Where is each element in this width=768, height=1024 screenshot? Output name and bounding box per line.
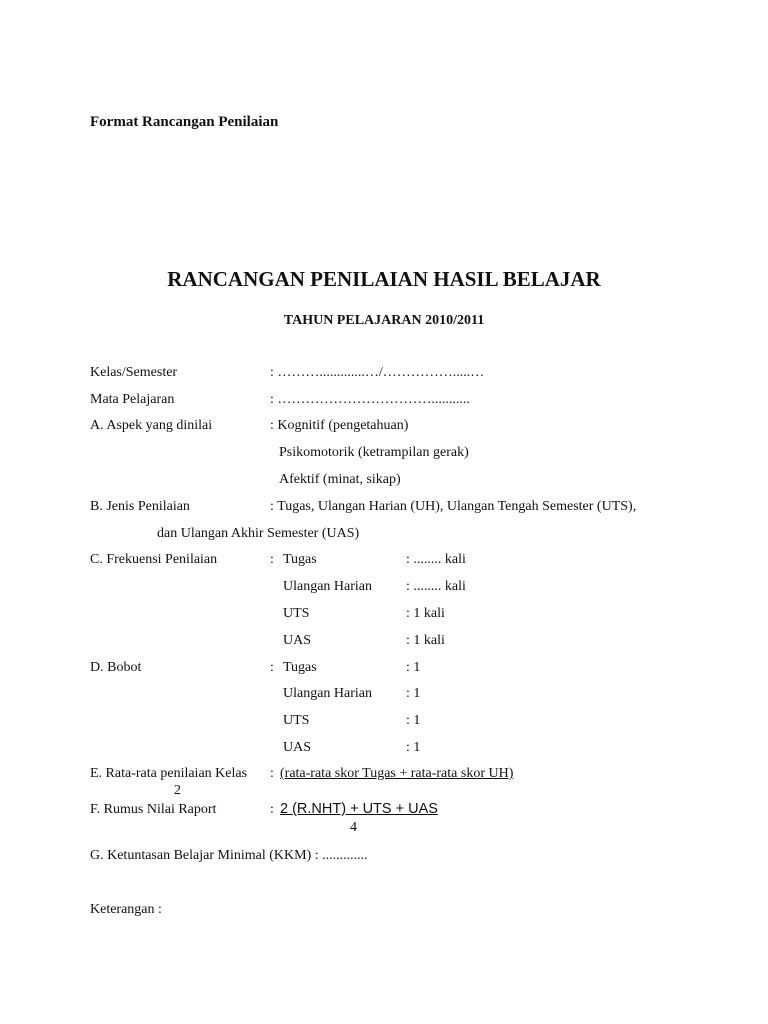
rata-rata-denominator: 2 <box>174 783 181 798</box>
jenis-penilaian-value-cont: dan Ulangan Akhir Semester (UAS) <box>157 526 360 541</box>
bobot-row-value: : 1 <box>406 713 421 728</box>
frekuensi-row-value: : ........ kali <box>406 579 466 594</box>
aspek-item: Afektif (minat, sikap) <box>279 472 401 487</box>
document-heading: Format Rancangan Penilaian <box>90 114 279 130</box>
page-title: RANCANGAN PENILAIAN HASIL BELAJAR <box>167 267 601 291</box>
frekuensi-row-value: : 1 kali <box>406 633 445 648</box>
page-subtitle: TAHUN PELAJARAN 2010/2011 <box>283 313 485 328</box>
frekuensi-row-name: UTS <box>283 606 310 621</box>
kelas-semester-value: : ……….............…/…………….....… <box>270 365 485 380</box>
aspek-item: Psikomotorik (ketrampilan gerak) <box>279 445 469 460</box>
frekuensi-row-name: Ulangan Harian <box>283 579 373 594</box>
aspek-item: : Kognitif (pengetahuan) <box>270 418 409 433</box>
frekuensi-row-name: UAS <box>283 633 312 648</box>
bobot-colon: : <box>270 660 274 675</box>
bobot-row-value: : 1 <box>406 740 421 755</box>
frekuensi-row-value: : 1 kali <box>406 606 445 621</box>
frekuensi-label: C. Frekuensi Penilaian <box>90 552 218 567</box>
bobot-row-value: : 1 <box>406 686 421 701</box>
bobot-row-value: : 1 <box>406 660 421 675</box>
rumus-colon: : <box>270 802 274 817</box>
rata-rata-colon: : <box>270 766 274 781</box>
aspek-label: A. Aspek yang dinilai <box>90 418 213 433</box>
jenis-penilaian-label: B. Jenis Penilaian <box>90 499 190 514</box>
bobot-row-name: UTS <box>283 713 310 728</box>
bobot-row-name: Ulangan Harian <box>283 686 373 701</box>
rumus-denominator: 4 <box>350 820 357 835</box>
rata-rata-numerator: (rata-rata skor Tugas + rata-rata skor UH) <box>280 766 514 781</box>
rumus-label: F. Rumus Nilai Raport <box>90 802 217 817</box>
frekuensi-row-value: : ........ kali <box>406 552 466 567</box>
frekuensi-colon: : <box>270 552 274 567</box>
rumus-numerator: 2 (R.NHT) + UTS + UAS <box>280 801 438 817</box>
bobot-row-name: UAS <box>283 740 312 755</box>
kkm-line: G. Ketuntasan Belajar Minimal (KKM) : ............. <box>90 848 368 863</box>
mata-pelajaran-label: Mata Pelajaran <box>90 392 175 407</box>
keterangan-label: Keterangan : <box>90 902 162 917</box>
bobot-row-name: Tugas <box>283 660 317 675</box>
frekuensi-row-name: Tugas <box>283 552 317 567</box>
bobot-label: D. Bobot <box>90 660 142 675</box>
mata-pelajaran-value: : ……………………………........... <box>270 392 470 407</box>
rata-rata-label: E. Rata-rata penilaian Kelas <box>90 766 248 781</box>
kelas-semester-label: Kelas/Semester <box>90 365 178 380</box>
jenis-penilaian-value: : Tugas, Ulangan Harian (UH), Ulangan Tengah Semester (UTS), <box>270 499 637 514</box>
